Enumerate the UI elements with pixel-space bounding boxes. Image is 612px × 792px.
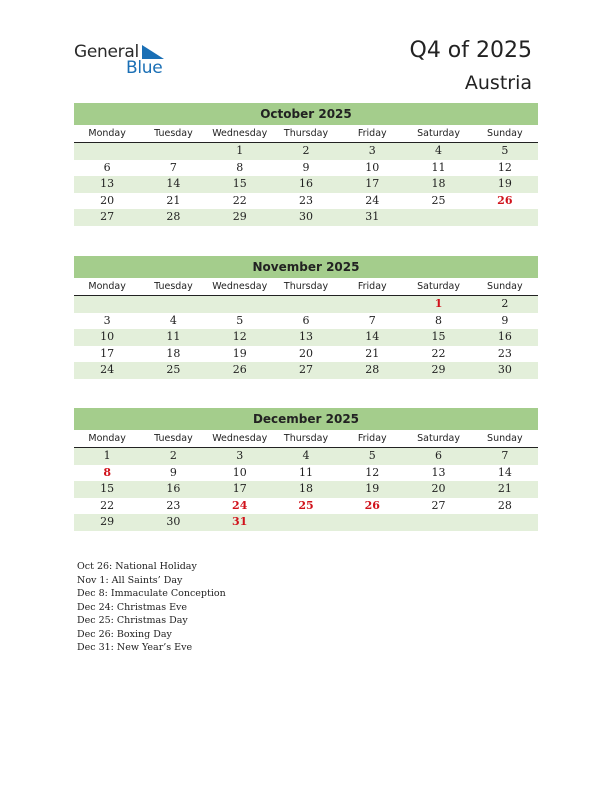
day-cell: 23	[497, 346, 512, 360]
holiday-entry: Dec 24: Christmas Eve	[77, 601, 188, 613]
day-cell: 18	[431, 177, 446, 191]
day-cell: 17	[365, 177, 380, 191]
day-cell: 8	[435, 313, 443, 327]
day-cell	[339, 296, 405, 313]
month-title: October 2025	[74, 103, 538, 125]
day-cell: 3	[236, 449, 244, 462]
day-cell: 3	[103, 313, 111, 327]
weekday-label: Friday	[357, 128, 387, 139]
day-cell: 15	[431, 330, 446, 344]
month-november	[74, 256, 538, 379]
day-cell: 19	[365, 482, 380, 496]
holiday-entry: Dec 31: New Year’s Eve	[77, 642, 193, 653]
weekday-label: Thursday	[283, 281, 329, 292]
day-cell: 8	[236, 160, 244, 174]
day-cell: 27	[100, 210, 115, 224]
week-row	[74, 313, 538, 330]
week-row	[74, 514, 538, 531]
day-cell: 21	[166, 193, 181, 207]
page-title: Q4 of 2025	[409, 38, 532, 63]
logo	[74, 42, 174, 76]
day-cell: 29	[431, 363, 446, 377]
day-cell: 10	[365, 160, 380, 174]
holiday-entry: Oct 26: National Holiday	[77, 561, 197, 572]
weekday-label: Saturday	[417, 281, 460, 292]
day-cell: 23	[298, 193, 313, 207]
day-cell: 20	[298, 346, 313, 360]
week-row	[74, 346, 538, 363]
day-cell: 7	[169, 160, 177, 174]
holiday-entry: Dec 26: Boxing Day	[77, 628, 172, 640]
month-december	[74, 408, 538, 531]
week-row	[74, 143, 538, 160]
day-cell: 29	[100, 515, 115, 529]
weekday-header-row	[74, 278, 538, 296]
holiday-day-cell: 1	[434, 297, 443, 310]
day-cell: 18	[166, 346, 181, 360]
day-cell: 14	[166, 177, 181, 191]
day-cell: 22	[431, 346, 446, 360]
logo-text-general: General	[74, 42, 139, 62]
day-cell: 10	[232, 465, 247, 479]
weekday-header-row	[74, 125, 538, 143]
day-cell: 20	[100, 193, 115, 207]
day-cell: 26	[232, 363, 247, 377]
day-cell: 9	[501, 313, 509, 327]
day-cell: 27	[431, 498, 446, 512]
day-cell: 24	[365, 193, 380, 207]
day-cell: 29	[232, 210, 247, 224]
day-cell: 9	[302, 160, 310, 174]
day-cell: 16	[298, 177, 313, 191]
weekday-label: Saturday	[417, 128, 460, 139]
day-cell: 28	[365, 363, 380, 377]
day-cell: 12	[365, 465, 380, 479]
week-row	[74, 362, 538, 379]
holiday-day-cell: 26	[497, 193, 513, 207]
weekday-label: Thursday	[283, 433, 329, 444]
day-cell: 14	[365, 330, 380, 344]
week-row	[74, 296, 538, 313]
holiday-day-cell: 26	[364, 498, 380, 512]
holiday-entry: Dec 8: Immaculate Conception	[77, 588, 226, 599]
weekday-label: Saturday	[417, 433, 460, 444]
day-cell	[405, 209, 471, 226]
holiday-list	[77, 560, 226, 655]
day-cell: 5	[368, 449, 376, 462]
weekday-label: Monday	[88, 433, 126, 444]
week-row	[74, 209, 538, 226]
week-row	[74, 193, 538, 210]
day-cell: 28	[497, 498, 512, 512]
day-cell: 25	[431, 193, 446, 207]
month-title: December 2025	[74, 408, 538, 430]
day-cell: 7	[501, 449, 509, 462]
day-cell: 30	[166, 515, 181, 529]
day-cell: 14	[497, 465, 512, 479]
holiday-entry: Nov 1: All Saints’ Day	[77, 574, 183, 586]
weekday-label: Thursday	[283, 128, 329, 139]
holiday-entry: Dec 25: Christmas Day	[77, 615, 188, 626]
day-cell: 16	[166, 482, 181, 496]
day-cell: 18	[298, 482, 313, 496]
month-october	[74, 103, 538, 226]
day-cell	[140, 143, 206, 160]
weekday-label: Friday	[357, 281, 387, 292]
day-cell: 12	[497, 160, 512, 174]
day-cell: 1	[236, 144, 244, 157]
day-cell: 1	[103, 449, 111, 462]
weekday-label: Friday	[357, 433, 387, 444]
weekday-label: Tuesday	[154, 433, 193, 444]
day-cell: 17	[232, 482, 247, 496]
day-cell: 30	[497, 363, 512, 377]
weekday-label: Sunday	[487, 128, 523, 139]
day-cell: 12	[232, 330, 247, 344]
day-cell: 25	[166, 363, 181, 377]
day-cell: 11	[166, 330, 181, 344]
month-title: November 2025	[74, 256, 538, 278]
day-cell	[472, 514, 538, 531]
week-row	[74, 160, 538, 177]
day-cell: 4	[435, 144, 443, 157]
day-cell: 19	[232, 346, 247, 360]
day-cell	[207, 296, 273, 313]
week-row	[74, 498, 538, 515]
day-cell: 6	[103, 160, 111, 174]
week-row	[74, 448, 538, 465]
holiday-day-cell: 24	[232, 498, 248, 512]
holiday-day-cell: 25	[298, 498, 314, 512]
day-cell: 21	[497, 482, 512, 496]
day-cell: 2	[302, 144, 310, 157]
day-cell: 10	[100, 330, 115, 344]
day-cell: 13	[431, 465, 446, 479]
week-row	[74, 481, 538, 498]
country-name: Austria	[464, 72, 532, 94]
day-cell: 11	[298, 465, 313, 479]
weekday-label: Wednesday	[212, 433, 268, 444]
day-cell: 13	[298, 330, 313, 344]
day-cell: 23	[166, 498, 181, 512]
weekday-label: Monday	[88, 281, 126, 292]
day-cell	[74, 143, 140, 160]
weekday-label: Wednesday	[212, 281, 268, 292]
day-cell: 11	[431, 160, 446, 174]
day-cell: 31	[365, 210, 380, 224]
day-cell: 7	[368, 313, 376, 327]
weekday-label: Tuesday	[154, 281, 193, 292]
weekday-label: Sunday	[487, 281, 523, 292]
day-cell: 22	[100, 498, 115, 512]
day-cell: 30	[298, 210, 313, 224]
day-cell: 16	[497, 330, 512, 344]
week-row	[74, 329, 538, 346]
day-cell: 3	[368, 144, 376, 157]
weekday-label: Monday	[88, 128, 126, 139]
day-cell: 22	[232, 193, 247, 207]
day-cell: 15	[232, 177, 247, 191]
day-cell: 2	[501, 297, 509, 310]
day-cell: 6	[302, 313, 310, 327]
week-row	[74, 465, 538, 482]
day-cell: 17	[100, 346, 115, 360]
weekday-label: Sunday	[487, 433, 523, 444]
day-cell: 27	[298, 363, 313, 377]
day-cell	[273, 514, 339, 531]
day-cell: 21	[365, 346, 380, 360]
day-cell: 4	[169, 313, 177, 327]
day-cell: 15	[100, 482, 115, 496]
weekday-header-row	[74, 430, 538, 448]
day-cell: 28	[166, 210, 181, 224]
holiday-day-cell: 8	[103, 465, 111, 479]
day-cell	[140, 296, 206, 313]
day-cell	[273, 296, 339, 313]
day-cell	[74, 296, 140, 313]
day-cell: 9	[169, 465, 177, 479]
day-cell: 24	[100, 363, 115, 377]
logo-text-blue: Blue	[126, 58, 163, 78]
day-cell: 2	[169, 449, 177, 462]
week-row	[74, 176, 538, 193]
day-cell: 13	[100, 177, 115, 191]
day-cell: 5	[236, 313, 244, 327]
weekday-label: Tuesday	[154, 128, 193, 139]
day-cell	[339, 514, 405, 531]
day-cell: 20	[431, 482, 446, 496]
day-cell: 19	[497, 177, 512, 191]
weekday-label: Wednesday	[212, 128, 268, 139]
day-cell: 6	[435, 449, 443, 462]
day-cell: 5	[501, 144, 509, 157]
day-cell	[405, 514, 471, 531]
day-cell	[472, 209, 538, 226]
holiday-day-cell: 31	[232, 515, 248, 529]
day-cell: 4	[302, 449, 310, 462]
